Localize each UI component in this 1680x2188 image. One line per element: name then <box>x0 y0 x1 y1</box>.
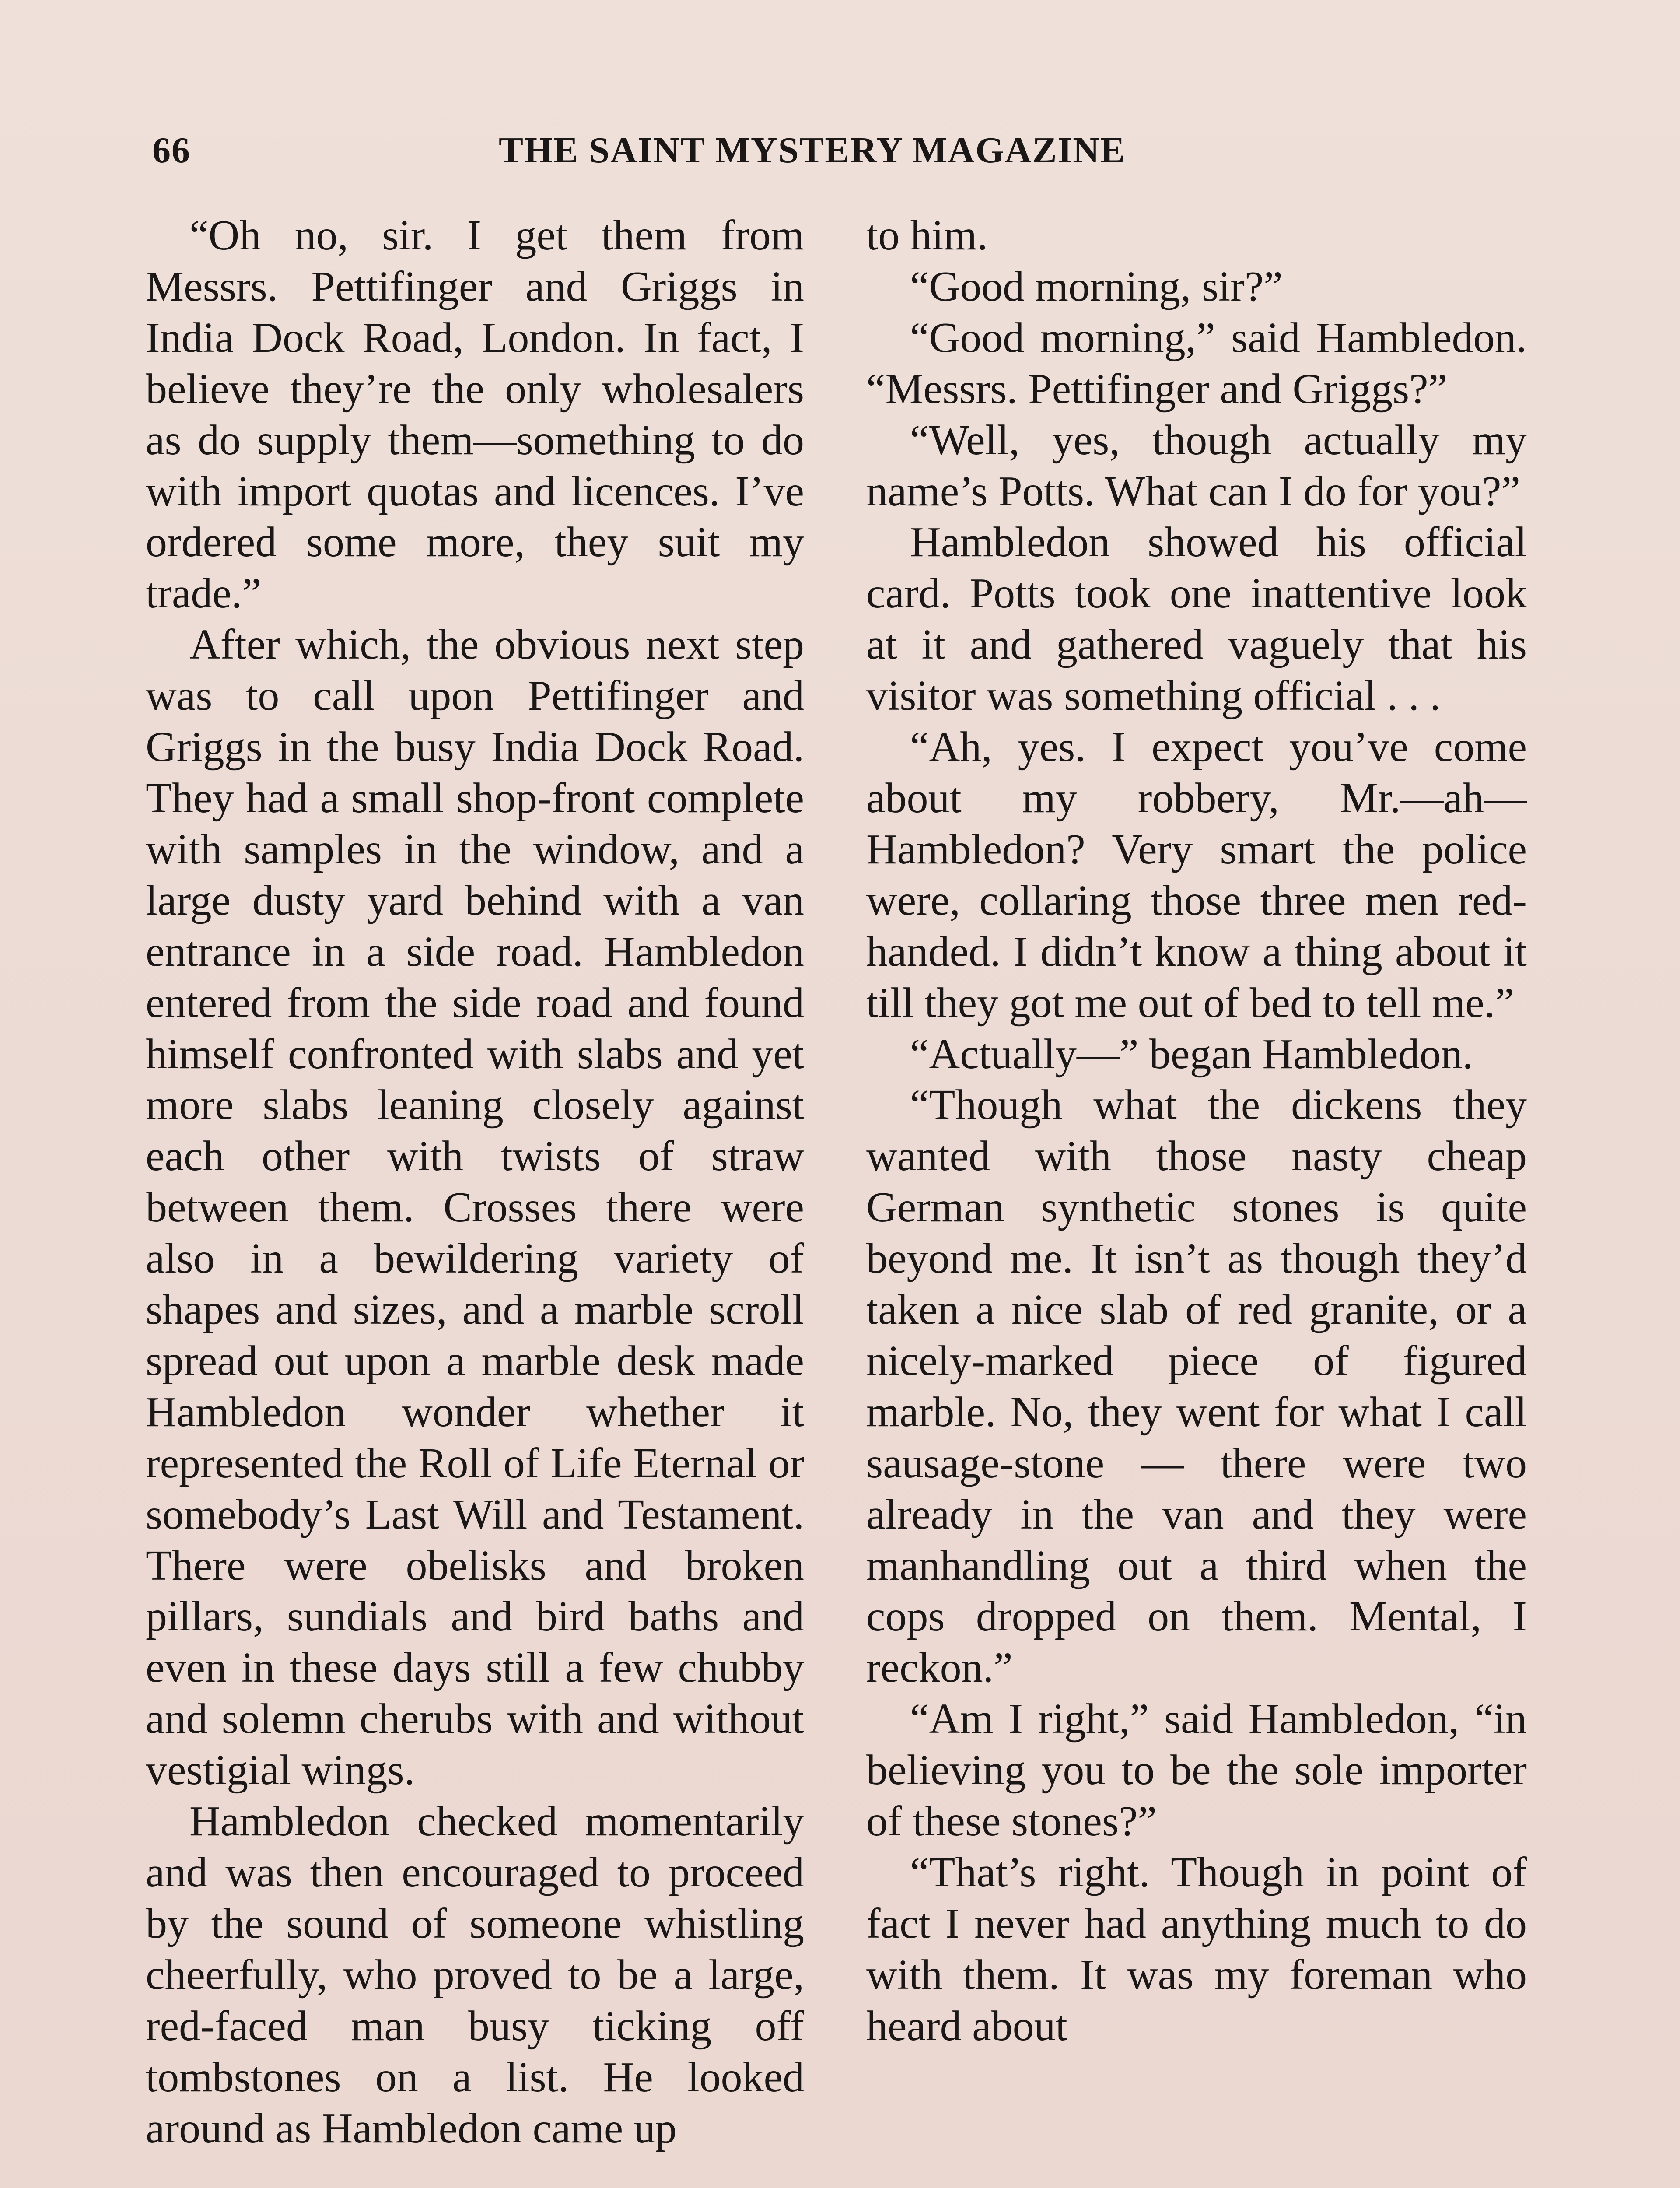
paragraph: “Ah, yes. I expect you’ve come about my robbery, Mr.—ah—Hambledon? Very smart the police were, collaring those three men red-handed. I didn’t know a thing about it till they got me out of bed to tell me.” <box>866 723 1527 1027</box>
paragraph: “Am I right,” said Hambledon, “in believing you to be the sole importer of these stones?” <box>866 1695 1527 1845</box>
paragraph: to him. <box>866 212 988 259</box>
right-column <box>866 210 1527 2052</box>
paragraph: “That’s right. Though in point of fact I never had anything much to do with them. It was my foreman who heard about <box>866 1849 1527 2050</box>
paragraph: “Though what the dickens they wanted with those nasty cheap German synthetic stones is quite beyond me. It isn’t as though they’d taken a nice slab of red granite, or a nicely-marked piece of figured marble. No, they went for what I call sausage-stone — there were two already in the van and they were manhandling out a third when the cops dropped on them. Mental, I reckon.” <box>866 1081 1527 1692</box>
paragraph: “Actually—” began Hambledon. <box>910 1030 1474 1078</box>
paragraph: “Good morning,” said Hambledon. “Messrs. Pettifinger and Griggs?” <box>866 314 1527 413</box>
paragraph: “Oh no, sir. I get them from Messrs. Pettifinger and Griggs in India Dock Road, London. In fact, I believe they’re the only wholesalers as do supply them—something to do with import quotas and licences. I’ve ordered some more, they suit my trade.” <box>146 212 804 617</box>
paragraph: “Good morning, sir?” <box>910 263 1283 310</box>
left-column <box>146 210 804 2154</box>
page-number: 66 <box>152 130 191 171</box>
paragraph: After which, the obvious next step was to call upon Pettifinger and Griggs in the busy India Dock Road. They had a small shop-front complete with samples in the window, and a large dusty yard behind with a van entrance in a side road. Hambledon entered from the side road and found himself confronted with slabs and yet more slabs leaning closely against each other with twists of straw between them. Crosses there were also in a bewildering variety of shapes and sizes, and a marble scroll spread out upon a marble desk made Hambledon wonder whether it represented the Roll of Life Eternal or somebody’s Last Will and Testament. There were obelisks and broken pillars, sundials and bird baths and even in these days still a few chubby and solemn cherubs with and without vestigial wings. <box>146 621 804 1794</box>
paragraph: Hambledon checked momentarily and was then encouraged to proceed by the sound of someone whistling cheerfully, who proved to be a large, red-faced man busy ticking off tombstones on a list. He looked around as Hambledon came up <box>146 1798 804 2152</box>
paragraph: “Well, yes, though actually my name’s Potts. What can I do for you?” <box>866 416 1527 515</box>
paragraph: Hambledon showed his official card. Potts took one inattentive look at it and gathered vaguely that his visitor was something official . . . <box>866 519 1527 720</box>
running-title: THE SAINT MYSTERY MAGAZINE <box>499 130 1126 171</box>
page-header <box>149 129 1522 182</box>
